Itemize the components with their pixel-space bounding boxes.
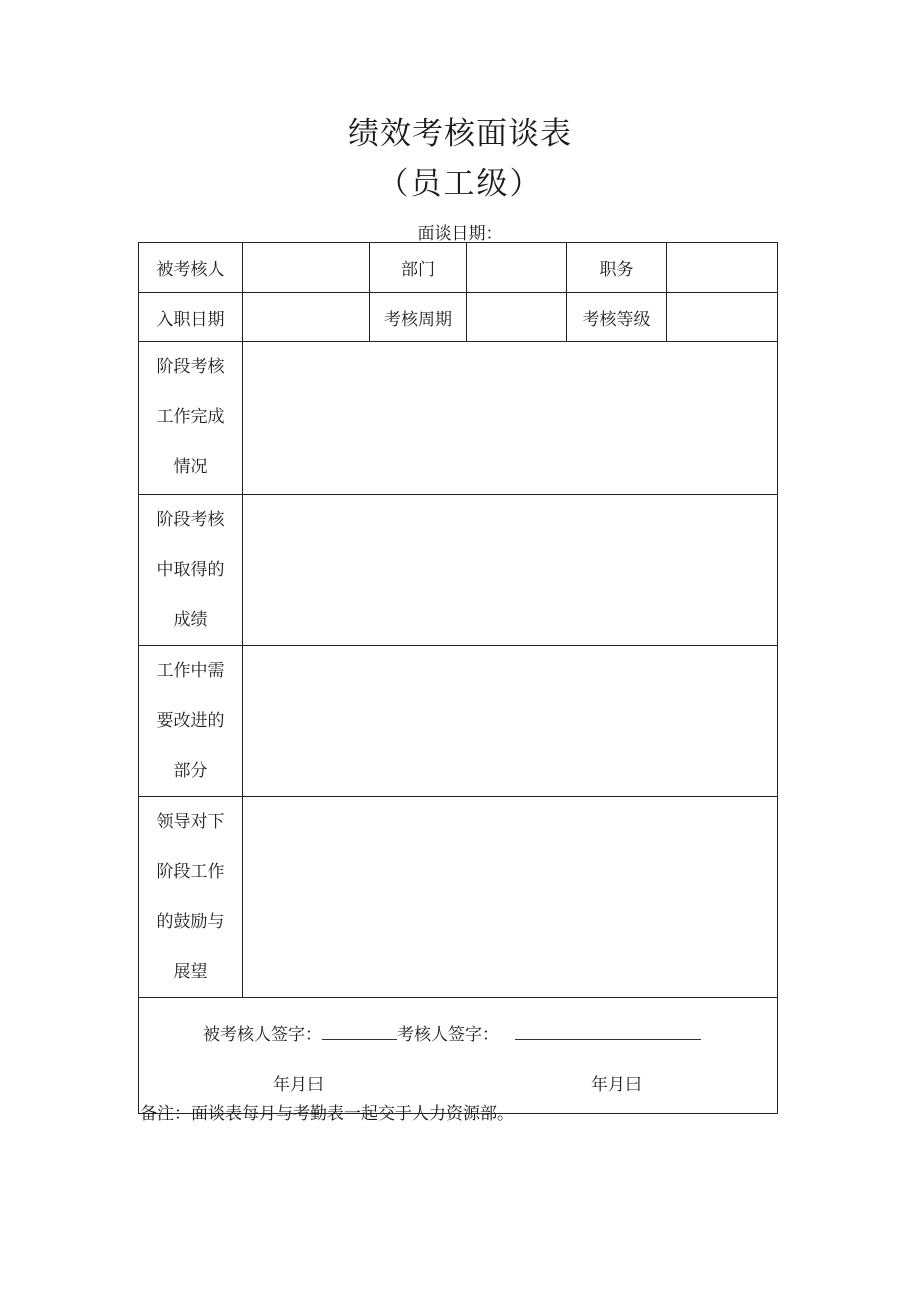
section-label-line: 工作完成 <box>156 407 225 427</box>
section-label-line: 中取得的 <box>156 560 225 580</box>
work-completion-field[interactable] <box>243 342 778 495</box>
achievements-field[interactable] <box>243 495 778 646</box>
document-subtitle: （员工级） <box>377 166 543 202</box>
review-grade-label: 考核等级 <box>567 293 667 342</box>
info-row-1 <box>139 243 778 293</box>
assessor-signature-label: 考核人签字： <box>397 1025 499 1045</box>
section-label-line: 领导对下 <box>156 812 225 832</box>
section-label-line: 工作中需 <box>156 661 225 681</box>
section-label-line: 展望 <box>173 962 208 982</box>
signature-row <box>139 998 778 1114</box>
position-label: 职务 <box>567 243 667 293</box>
appraisal-form-table <box>138 242 778 1114</box>
section-label-line: 阶段工作 <box>156 862 225 882</box>
section-label-line: 成绩 <box>173 610 208 630</box>
department-field[interactable] <box>467 243 567 293</box>
review-period-label: 考核周期 <box>370 293 467 342</box>
assessee-field[interactable] <box>243 243 370 293</box>
interview-date-label: 面谈日期： <box>417 224 503 244</box>
assessee-label: 被考核人 <box>139 243 243 293</box>
encouragement-field[interactable] <box>243 797 778 998</box>
assessee-signature-label: 被考核人签字： <box>203 1025 322 1045</box>
assessor-signature-line[interactable] <box>515 1025 701 1040</box>
section-label-line: 要改进的 <box>156 711 225 731</box>
department-label: 部门 <box>370 243 467 293</box>
section-label-achievements <box>139 495 243 646</box>
review-grade-field[interactable] <box>667 293 778 342</box>
assessor-date-label: 年月曰 <box>591 1075 642 1095</box>
section-label-encouragement <box>139 797 243 998</box>
section-label-line: 阶段考核 <box>156 510 225 530</box>
section-row <box>139 646 778 797</box>
section-label-work-completion <box>139 342 243 495</box>
section-label-line: 的鼓励与 <box>156 912 225 932</box>
footer-note: 备注：面谈表每月与考勤表一起交于人力资源部。 <box>140 1104 514 1124</box>
section-row <box>139 495 778 646</box>
signature-cell <box>139 998 778 1114</box>
position-field[interactable] <box>667 243 778 293</box>
section-label-line: 部分 <box>173 761 208 781</box>
document-title: 绩效考核面谈表 <box>348 116 572 152</box>
info-row-2 <box>139 293 778 342</box>
section-row <box>139 342 778 495</box>
hire-date-field[interactable] <box>243 293 370 342</box>
section-label-improvements <box>139 646 243 797</box>
hire-date-label: 入职日期 <box>139 293 243 342</box>
section-row <box>139 797 778 998</box>
assessee-signature-line[interactable] <box>322 1025 397 1040</box>
assessee-date-label: 年月曰 <box>273 1075 324 1095</box>
section-label-line: 情况 <box>173 457 208 477</box>
review-period-field[interactable] <box>467 293 567 342</box>
section-label-line: 阶段考核 <box>156 357 225 377</box>
improvements-field[interactable] <box>243 646 778 797</box>
